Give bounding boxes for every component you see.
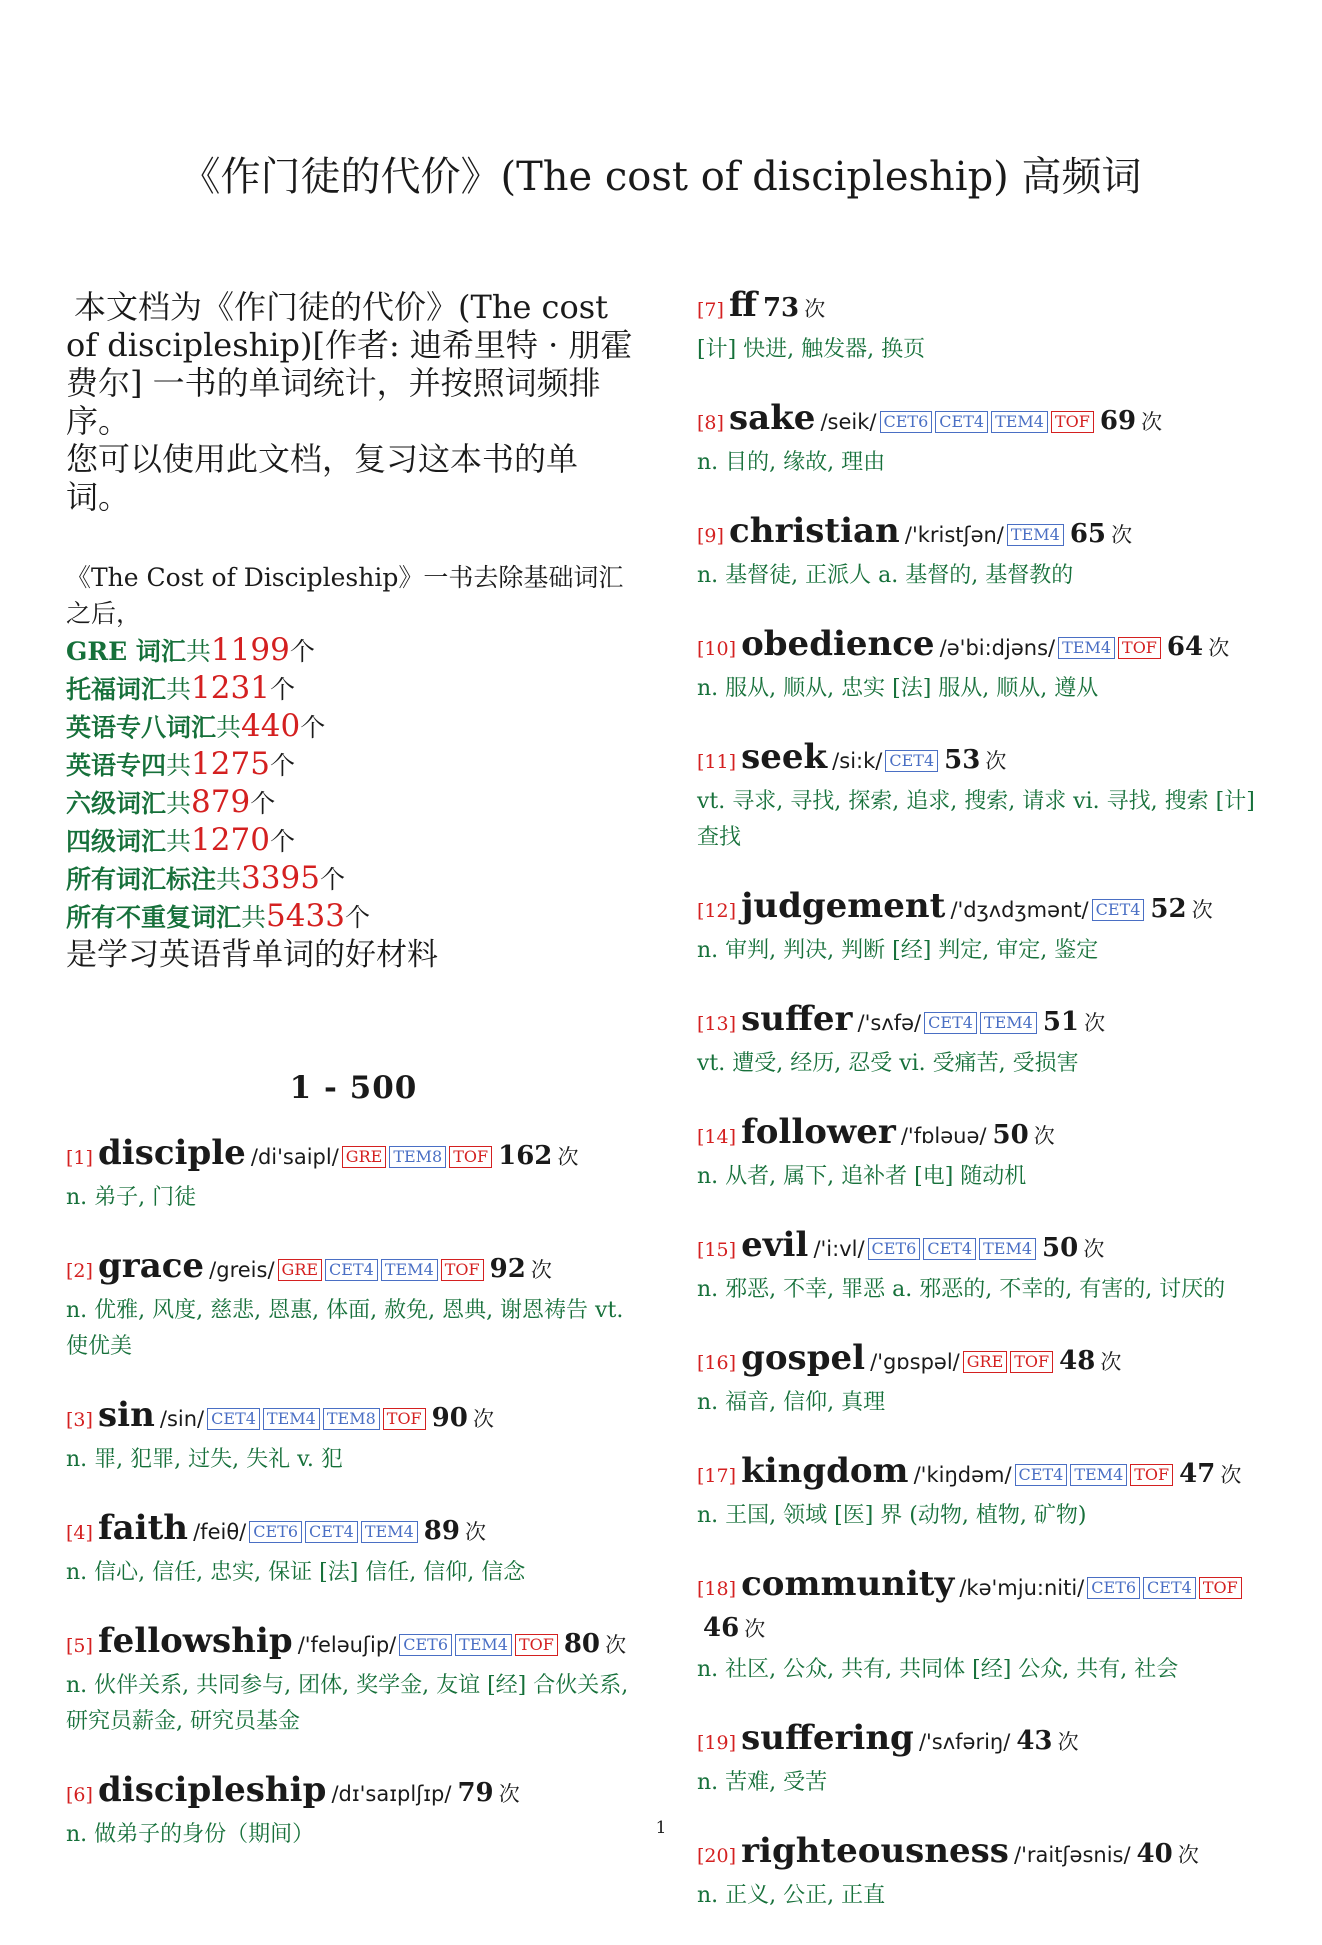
intro-paragraph-1: 本文档为《作门徒的代价》(The cost of discipleship)[作者: 迪希里特 · 朋霍费尔] 一书的单词统计，并按照词频排序。: [66, 288, 633, 440]
entry-count: 73: [762, 293, 800, 323]
entry-count-unit: 次: [1084, 1011, 1106, 1035]
entry-index: [5]: [66, 1635, 93, 1657]
stat-suffix: 共: [166, 675, 192, 704]
stat-row: [66, 860, 641, 898]
stat-unit: 个: [269, 675, 295, 704]
exam-tag: CET4: [935, 411, 988, 433]
entry-head: [697, 512, 1277, 556]
word-entry: [697, 1113, 1277, 1195]
exam-tag: TEM8: [389, 1146, 446, 1168]
entry-phonetic: /ə'bi:djəns/: [939, 636, 1056, 660]
entry-count: 48: [1059, 1346, 1096, 1376]
exam-tag: CET4: [924, 1012, 977, 1034]
entry-phonetic: /'kristʃən/: [904, 523, 1004, 547]
entry-head: [66, 1509, 641, 1553]
entry-phonetic: /si:k/: [832, 749, 883, 773]
word-entry: [697, 1565, 1277, 1688]
entry-definition: n. 从者, 属下, 追补者 [电] 随动机: [697, 1164, 1027, 1189]
entry-definition: vt. 遭受, 经历, 忍受 vi. 受痛苦, 受损害: [697, 1051, 1079, 1076]
entry-phonetic: /'i:vl/: [813, 1237, 865, 1261]
exam-tag: CET4: [1015, 1464, 1068, 1486]
word-entry: [697, 512, 1277, 594]
entry-count: 92: [489, 1254, 526, 1284]
entry-count-unit: 次: [1208, 636, 1230, 660]
exam-tag: TOF: [1010, 1351, 1053, 1373]
entry-phonetic: /'sʌfəriŋ/: [918, 1730, 1011, 1754]
stat-suffix: 共: [166, 827, 192, 856]
word-entry: [697, 887, 1277, 969]
entry-word: sin: [98, 1395, 155, 1435]
stat-row: [66, 670, 641, 708]
entry-index: [2]: [66, 1260, 93, 1282]
exam-tag: CET6: [868, 1238, 921, 1260]
right-column: [697, 286, 1277, 1945]
entry-word: community: [741, 1564, 955, 1604]
entry-count-unit: 次: [1177, 1843, 1199, 1867]
word-entry: [66, 1622, 641, 1740]
entry-index: [3]: [66, 1409, 93, 1431]
entry-phonetic: /'fɒləuə/: [900, 1124, 987, 1148]
word-entry: [697, 286, 1277, 368]
stat-number: 5433: [266, 898, 345, 934]
entry-word: righteousness: [741, 1831, 1009, 1871]
entry-head: [697, 1565, 1277, 1650]
entry-word: sake: [729, 398, 816, 438]
entry-word: suffering: [741, 1718, 914, 1758]
entry-count-unit: 次: [530, 1258, 552, 1282]
entry-count-unit: 次: [605, 1633, 627, 1657]
exam-tag: TEM4: [1070, 1464, 1127, 1486]
entry-index: [19]: [697, 1732, 737, 1754]
exam-tag: CET6: [249, 1521, 302, 1543]
entry-word: fellowship: [98, 1621, 293, 1661]
entry-index: [12]: [697, 900, 737, 922]
range-title: 1 - 500: [289, 1070, 418, 1106]
entry-index: [18]: [697, 1578, 737, 1600]
exam-tag: TEM4: [263, 1408, 320, 1430]
entry-head: [66, 1134, 641, 1178]
intro: [66, 288, 641, 516]
entry-head: [66, 1396, 641, 1440]
stat-number: 1275: [191, 746, 270, 782]
entry-head: [697, 1832, 1277, 1876]
entry-definition: n. 做弟子的身份（期间）: [66, 1822, 315, 1847]
entry-word: christian: [729, 511, 900, 551]
entry-count: 89: [423, 1516, 460, 1546]
stat-unit: 个: [269, 827, 295, 856]
exam-tag: TOF: [449, 1146, 492, 1168]
entry-definition: n. 优雅, 风度, 慈悲, 恩惠, 体面, 赦免, 恩典, 谢恩祷告 vt. 使优美: [66, 1298, 624, 1359]
entry-phonetic: /kə'mju:niti/: [959, 1576, 1085, 1600]
stat-unit: 个: [319, 865, 345, 894]
exam-tag: TEM4: [979, 1238, 1036, 1260]
stat-row: [66, 898, 641, 936]
entry-count: 43: [1016, 1726, 1053, 1756]
entry-word: suffer: [741, 999, 853, 1039]
stat-suffix: 共: [216, 713, 242, 742]
entry-definition: n. 邪恶, 不幸, 罪恶 a. 邪恶的, 不幸的, 有害的, 讨厌的: [697, 1277, 1226, 1302]
entry-definition: n. 目的, 缘故, 理由: [697, 450, 886, 475]
exam-tag: TEM4: [991, 411, 1048, 433]
entry-word: gospel: [741, 1338, 866, 1378]
entry-head: [697, 1339, 1277, 1383]
entry-count: 162: [498, 1141, 553, 1171]
stat-unit: 个: [250, 789, 276, 818]
entry-count: 50: [1042, 1233, 1079, 1263]
entries-left: [66, 1134, 641, 1853]
entry-count-unit: 次: [1141, 410, 1163, 434]
exam-tag: GRE: [278, 1259, 323, 1281]
entry-head: [697, 1226, 1277, 1270]
entry-definition: [计] 快进, 触发器, 换页: [697, 337, 926, 362]
entry-count: 65: [1069, 519, 1106, 549]
stat-unit: 个: [300, 713, 326, 742]
exam-tag: TEM4: [1007, 524, 1064, 546]
word-entry: [697, 1832, 1277, 1914]
entry-count: 64: [1166, 632, 1204, 662]
entry-head: [697, 887, 1277, 931]
entry-index: [13]: [697, 1013, 737, 1035]
exam-tag: CET4: [305, 1521, 358, 1543]
entry-phonetic: /'kiŋdəm/: [913, 1463, 1012, 1487]
entry-count-unit: 次: [1100, 1350, 1122, 1374]
entry-index: [8]: [697, 412, 724, 434]
stat-suffix: 共: [241, 903, 267, 932]
exam-tag: TEM4: [455, 1634, 512, 1656]
entry-phonetic: /'feləuʃip/: [297, 1633, 397, 1657]
stat-row: [66, 822, 641, 860]
stat-label: 所有不重复词汇共: [66, 903, 267, 932]
word-entry: [66, 1247, 641, 1365]
entry-count: 80: [563, 1629, 601, 1659]
entry-definition: n. 罪, 犯罪, 过失, 失礼 v. 犯: [66, 1447, 343, 1472]
entry-index: [9]: [697, 525, 724, 547]
exam-tag: TEM4: [980, 1012, 1037, 1034]
exam-tag: CET4: [885, 750, 938, 772]
exam-tag: TOF: [515, 1634, 558, 1656]
word-entry: [697, 738, 1277, 856]
entry-count-unit: 次: [744, 1617, 766, 1641]
entry-word: judgement: [741, 886, 946, 926]
entry-count-unit: 次: [985, 749, 1007, 773]
word-entry: [697, 1000, 1277, 1082]
stat-label: 四级词汇共: [66, 827, 192, 856]
entry-definition: n. 审判, 判决, 判断 [经] 判定, 审定, 鉴定: [697, 938, 1099, 963]
entry-head: [697, 1000, 1277, 1044]
word-entry: [697, 1339, 1277, 1421]
entry-phonetic: /di'saipl/: [250, 1145, 339, 1169]
word-entry: [697, 1452, 1277, 1534]
entry-phonetic: /sin/: [159, 1407, 205, 1431]
entry-phonetic: /seik/: [820, 410, 877, 434]
entry-definition: n. 王国, 领域 [医] 界 (动物, 植物, 矿物): [697, 1503, 1087, 1528]
entry-count: 40: [1136, 1839, 1173, 1869]
entry-index: [20]: [697, 1845, 737, 1867]
stat-unit: 个: [289, 637, 315, 666]
word-entry: [66, 1509, 641, 1591]
entry-count: 79: [457, 1778, 494, 1808]
entry-index: [15]: [697, 1239, 737, 1261]
entry-definition: n. 福音, 信仰, 真理: [697, 1390, 886, 1415]
entry-head: [697, 625, 1277, 669]
entry-word: follower: [741, 1112, 896, 1152]
exam-tag: GRE: [342, 1146, 387, 1168]
stat-row: [66, 784, 641, 822]
entry-phonetic: /feiθ/: [193, 1520, 247, 1544]
exam-tag: CET4: [1092, 899, 1145, 921]
stat-number: 1231: [191, 670, 270, 706]
entry-definition: n. 基督徒, 正派人 a. 基督的, 基督教的: [697, 563, 1074, 588]
stat-label: 托福词汇共: [66, 675, 192, 704]
entry-head: [697, 1452, 1277, 1496]
entry-count: 52: [1150, 894, 1187, 924]
entry-phonetic: /'sʌfə/: [857, 1011, 922, 1035]
stats-heading: 《The Cost of Discipleship》一书去除基础词汇之后，: [66, 563, 624, 628]
entry-word: disciple: [98, 1133, 246, 1173]
entry-word: faith: [98, 1508, 189, 1548]
entry-definition: n. 正义, 公正, 正直: [697, 1883, 886, 1908]
exam-tag: TOF: [383, 1408, 426, 1430]
entry-index: [11]: [697, 751, 737, 773]
entry-count: 47: [1179, 1459, 1216, 1489]
stat-unit: 个: [269, 751, 295, 780]
entry-count-unit: 次: [472, 1407, 494, 1431]
entry-count-unit: 次: [1057, 1730, 1079, 1754]
entry-head: [697, 738, 1277, 782]
entry-word: ff: [729, 285, 757, 325]
entry-count: 69: [1099, 406, 1137, 436]
stat-number: 1199: [210, 632, 290, 668]
entry-head: [66, 1771, 641, 1815]
entry-phonetic: /'raitʃəsnis/: [1014, 1843, 1131, 1867]
exam-tag: TEM4: [1058, 637, 1115, 659]
stat-label: 所有词汇标注共: [66, 865, 242, 894]
entry-count-unit: 次: [1191, 898, 1213, 922]
stat-unit: 个: [344, 903, 370, 932]
stat-number: 3395: [241, 860, 320, 896]
stats-closing: 是学习英语背单词的好材料: [66, 937, 438, 973]
entry-head: [697, 1113, 1277, 1157]
word-entry: [66, 1134, 641, 1216]
stat-suffix: 共: [216, 865, 242, 894]
stat-label: 六级词汇共: [66, 789, 192, 818]
word-entry: [697, 1719, 1277, 1801]
stat-label: GRE 词汇共: [66, 637, 211, 666]
entry-word: discipleship: [98, 1770, 327, 1810]
word-entry: [66, 1396, 641, 1478]
entry-definition: n. 服从, 顺从, 忠实 [法] 服从, 顺从, 遵从: [697, 676, 1099, 701]
entry-index: [14]: [697, 1126, 737, 1148]
entry-index: [7]: [697, 299, 724, 321]
entry-count: 50: [992, 1120, 1029, 1150]
word-entry: [697, 1226, 1277, 1308]
stat-row: [66, 632, 641, 670]
entry-head: [66, 1247, 641, 1291]
entry-word: obedience: [741, 624, 935, 664]
entry-index: [1]: [66, 1147, 93, 1169]
word-entry: [697, 399, 1277, 481]
stat-label: 英语专八词汇共: [66, 713, 242, 742]
entry-count-unit: 次: [804, 297, 826, 321]
word-entry: [697, 625, 1277, 707]
entry-index: [17]: [697, 1465, 737, 1487]
exam-tag: TOF: [1051, 411, 1094, 433]
entry-phonetic: /dɪ'saɪplʃɪp/: [331, 1782, 452, 1806]
exam-tag: GRE: [963, 1351, 1008, 1373]
intro-paragraph-2: 您可以使用此文档，复习这本书的单词。: [66, 440, 579, 516]
stat-number: 1270: [191, 822, 270, 858]
stat-suffix: 共: [185, 637, 211, 666]
entry-count: 51: [1042, 1007, 1080, 1037]
entry-count-unit: 次: [557, 1145, 579, 1169]
entry-head: [697, 1719, 1277, 1763]
stat-row: [66, 746, 641, 784]
entry-definition: n. 信心, 信任, 忠实, 保证 [法] 信任, 信仰, 信念: [66, 1560, 526, 1585]
entry-index: [10]: [697, 638, 737, 660]
exam-tag: CET6: [399, 1634, 452, 1656]
exam-tag: CET4: [325, 1259, 378, 1281]
stat-row: [66, 708, 641, 746]
entry-head: [66, 1622, 641, 1666]
entry-phonetic: /greis/: [209, 1258, 275, 1282]
entry-count: 90: [431, 1403, 468, 1433]
entry-definition: n. 伙伴关系, 共同参与, 团体, 奖学金, 友谊 [经] 合伙关系, 研究员薪金, 研究员基金: [66, 1673, 629, 1734]
entry-definition: n. 社区, 公众, 共有, 共同体 [经] 公众, 共有, 社会: [697, 1657, 1179, 1682]
stat-number: 440: [241, 708, 301, 744]
exam-tag: TEM4: [381, 1259, 438, 1281]
entry-index: [6]: [66, 1784, 93, 1806]
exam-tag: CET4: [1143, 1577, 1196, 1599]
exam-tag: TEM8: [323, 1408, 380, 1430]
exam-tag: TOF: [1199, 1577, 1242, 1599]
exam-tag: CET4: [207, 1408, 260, 1430]
left-column: [66, 288, 641, 1884]
entry-count: 46: [703, 1613, 740, 1643]
entry-count-unit: 次: [1033, 1124, 1055, 1148]
stat-suffix: 共: [166, 751, 192, 780]
entry-word: grace: [98, 1246, 205, 1286]
entry-count-unit: 次: [1083, 1237, 1105, 1261]
stat-suffix: 共: [166, 789, 192, 818]
entry-count-unit: 次: [465, 1520, 487, 1544]
entry-phonetic: /'dʒʌdʒmənt/: [950, 898, 1089, 922]
exam-tag: CET6: [880, 411, 933, 433]
stat-label: 英语专四共: [66, 751, 192, 780]
exam-tag: TEM4: [361, 1521, 418, 1543]
entry-count: 53: [944, 745, 981, 775]
page-number: 1: [655, 1818, 667, 1838]
stat-number: 879: [191, 784, 251, 820]
stats-list: [66, 632, 641, 936]
exam-tag: TOF: [441, 1259, 484, 1281]
entry-word: seek: [741, 737, 828, 777]
entry-count-unit: 次: [498, 1782, 520, 1806]
entry-definition: vt. 寻求, 寻找, 探索, 追求, 搜索, 请求 vi. 寻找, 搜索 [计] 查找: [697, 789, 1255, 850]
entry-definition: n. 弟子, 门徒: [66, 1185, 197, 1210]
entry-word: kingdom: [741, 1451, 909, 1491]
entry-phonetic: /'gɒspəl/: [870, 1350, 960, 1374]
entry-head: [697, 399, 1277, 443]
exam-tag: CET6: [1087, 1577, 1140, 1599]
entry-word: evil: [741, 1225, 809, 1265]
exam-tag: TOF: [1130, 1464, 1173, 1486]
entry-count-unit: 次: [1111, 523, 1133, 547]
entry-definition: n. 苦难, 受苦: [697, 1770, 828, 1795]
entry-index: [4]: [66, 1522, 93, 1544]
entries-right: [697, 286, 1277, 1914]
word-entry: [66, 1771, 641, 1853]
page-title: 《作门徒的代价》(The cost of discipleship) 高频词: [180, 154, 1142, 200]
entry-index: [16]: [697, 1352, 737, 1374]
entry-count-unit: 次: [1220, 1463, 1242, 1487]
entry-head: [697, 286, 1277, 330]
exam-tag: TOF: [1118, 637, 1161, 659]
exam-tag: CET4: [923, 1238, 976, 1260]
